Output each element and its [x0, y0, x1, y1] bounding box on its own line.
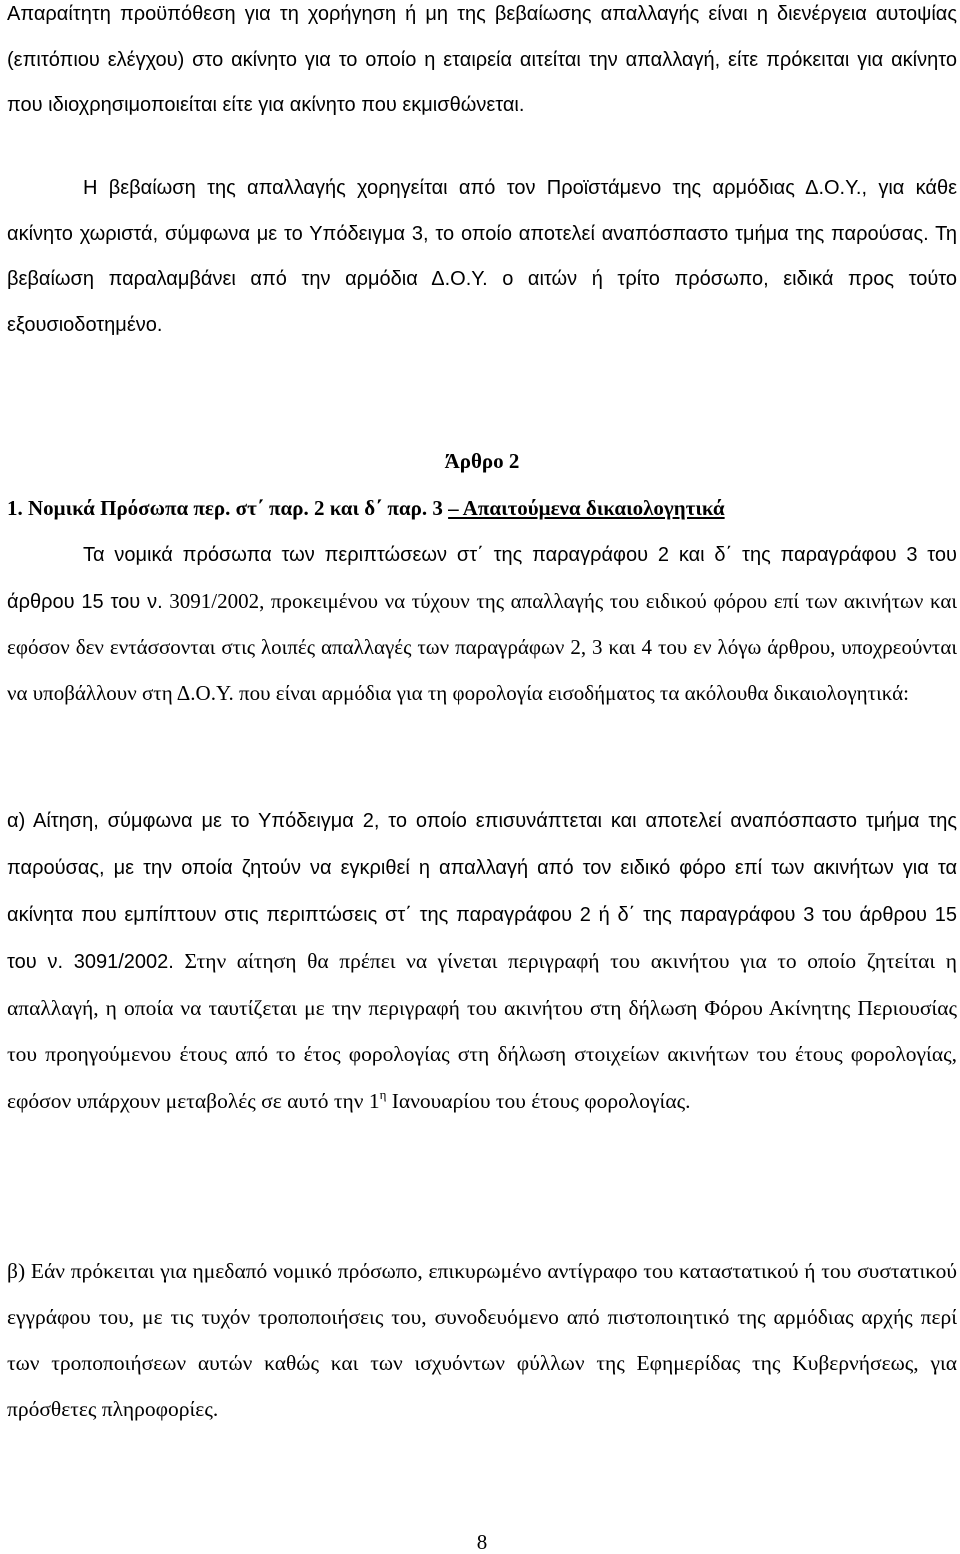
list-item-a-part1: α) Αίτηση, σύμφωνα με το Υπόδειγμα 2, το οποίο επισυνάπτεται και αποτελεί αναπόσπαστο τμήμα της παρούσας, με την οποία ζητούν να εγκριθεί η απαλλαγή από τον ειδικό φόρο επί των ακινήτων για τα ακίνητα που εμπίπτουν στις περιπτώσεις στ΄ της παραγράφου 2 ή δ΄ της παραγράφου 3 του άρθρου 15 του ν. 3091/2002. [7, 810, 957, 974]
list-item-a-part2: Στην αίτηση θα πρέπει να γίνεται περιγραφή του ακινήτου για το οποίο ζητείται η απαλλαγή, η οποία να ταυτίζεται με την περιγραφή του ακινήτου στη δήλωση Φόρου Ακίνητης Περιουσίας του προηγούμενου έτους από το έτος φορολογίας στη δήλωση στοιχείων ακινήτων του έτους φορολογίας, εφόσον υπάρχουν μεταβολές σε αυτό την 1 [7, 949, 957, 1113]
paragraph-legal-entities-part2: 3091/2002, προκειμένου να τύχουν της απαλλαγής του ειδικού φόρου επί των ακινήτων και εφόσον δεν εντάσσονται στις λοιπές απαλλαγές των παραγράφων 2, 3 και 4 του εν λόγω άρθρου, υποχρεούνται να υποβάλλουν στη Δ.Ο.Υ. που είναι αρμόδια για τη φορολογία εισοδήματος τα ακόλουθα δικαιολογητικά: [7, 588, 957, 705]
section-heading-title: 1. Νομικά Πρόσωπα περ. στ΄ παρ. 2 και δ΄ παρ. 3 [7, 496, 449, 520]
paragraph-site-inspection: Απαραίτητη προϋπόθεση για τη χορήγηση ή μη της βεβαίωσης απαλλαγής είναι η διενέργεια αυτοψίας (επιτόπιου ελέγχου) στο ακίνητο για το οποίο η εταιρεία αιτείται την απαλλαγή, είτε πρόκειται για ακίνητο που ιδιοχρησιμοποιείται είτε για ακίνητο που εκμισθώνεται. [7, 3, 957, 117]
paragraph-legal-entities [7, 532, 957, 716]
list-item-a-part3: Ιανουαρίου του έτους φορολογίας. [386, 1088, 691, 1113]
paragraph-legal-entities-part1: Τα νομικά πρόσωπα των περιπτώσεων στ΄ της παραγράφου 2 και δ΄ της παραγράφου 3 του άρθρου 15 του ν. [7, 544, 957, 613]
paragraph-certificate-issuance: Η βεβαίωση της απαλλαγής χορηγείται από τον Προϊστάμενο της αρμόδιας Δ.Ο.Υ., για κάθε ακίνητο χωριστά, σύμφωνα με το Υπόδειγμα 3, το οποίο αποτελεί αναπόσπαστο τμήμα της παρούσας. Τη βεβαίωση παραλαμβάνει από την αρμόδια Δ.Ο.Υ. ο αιτών ή τρίτο πρόσωπο, ειδικά προς τούτο εξουσιοδοτημένο. [7, 177, 957, 336]
list-item-b-articles: β) Εάν πρόκειται για ημεδαπό νομικό πρόσωπο, επικυρωμένο αντίγραφο του καταστατικού ή του συστατικού εγγράφου του, με τις τυχόν τροποποιήσεις του, συνοδευόμενο από πιστοποιητικό της αρμόδιας αρχής περί των τροποποιήσεων αυτών καθώς και των ισχυόντων φύλλων της Εφημερίδας της Κυβερνήσεως, για πρόσθετες πληροφορίες. [7, 1259, 957, 1422]
article-heading: Άρθρο 2 [444, 449, 520, 473]
list-item-a-superscript: η [379, 1086, 387, 1102]
section-heading-required-documents: – Απαιτούμενα δικαιολογητικά [448, 496, 725, 520]
page-number: 8 [476, 1530, 488, 1554]
list-item-a-application [7, 797, 957, 1124]
section-heading [7, 493, 957, 523]
